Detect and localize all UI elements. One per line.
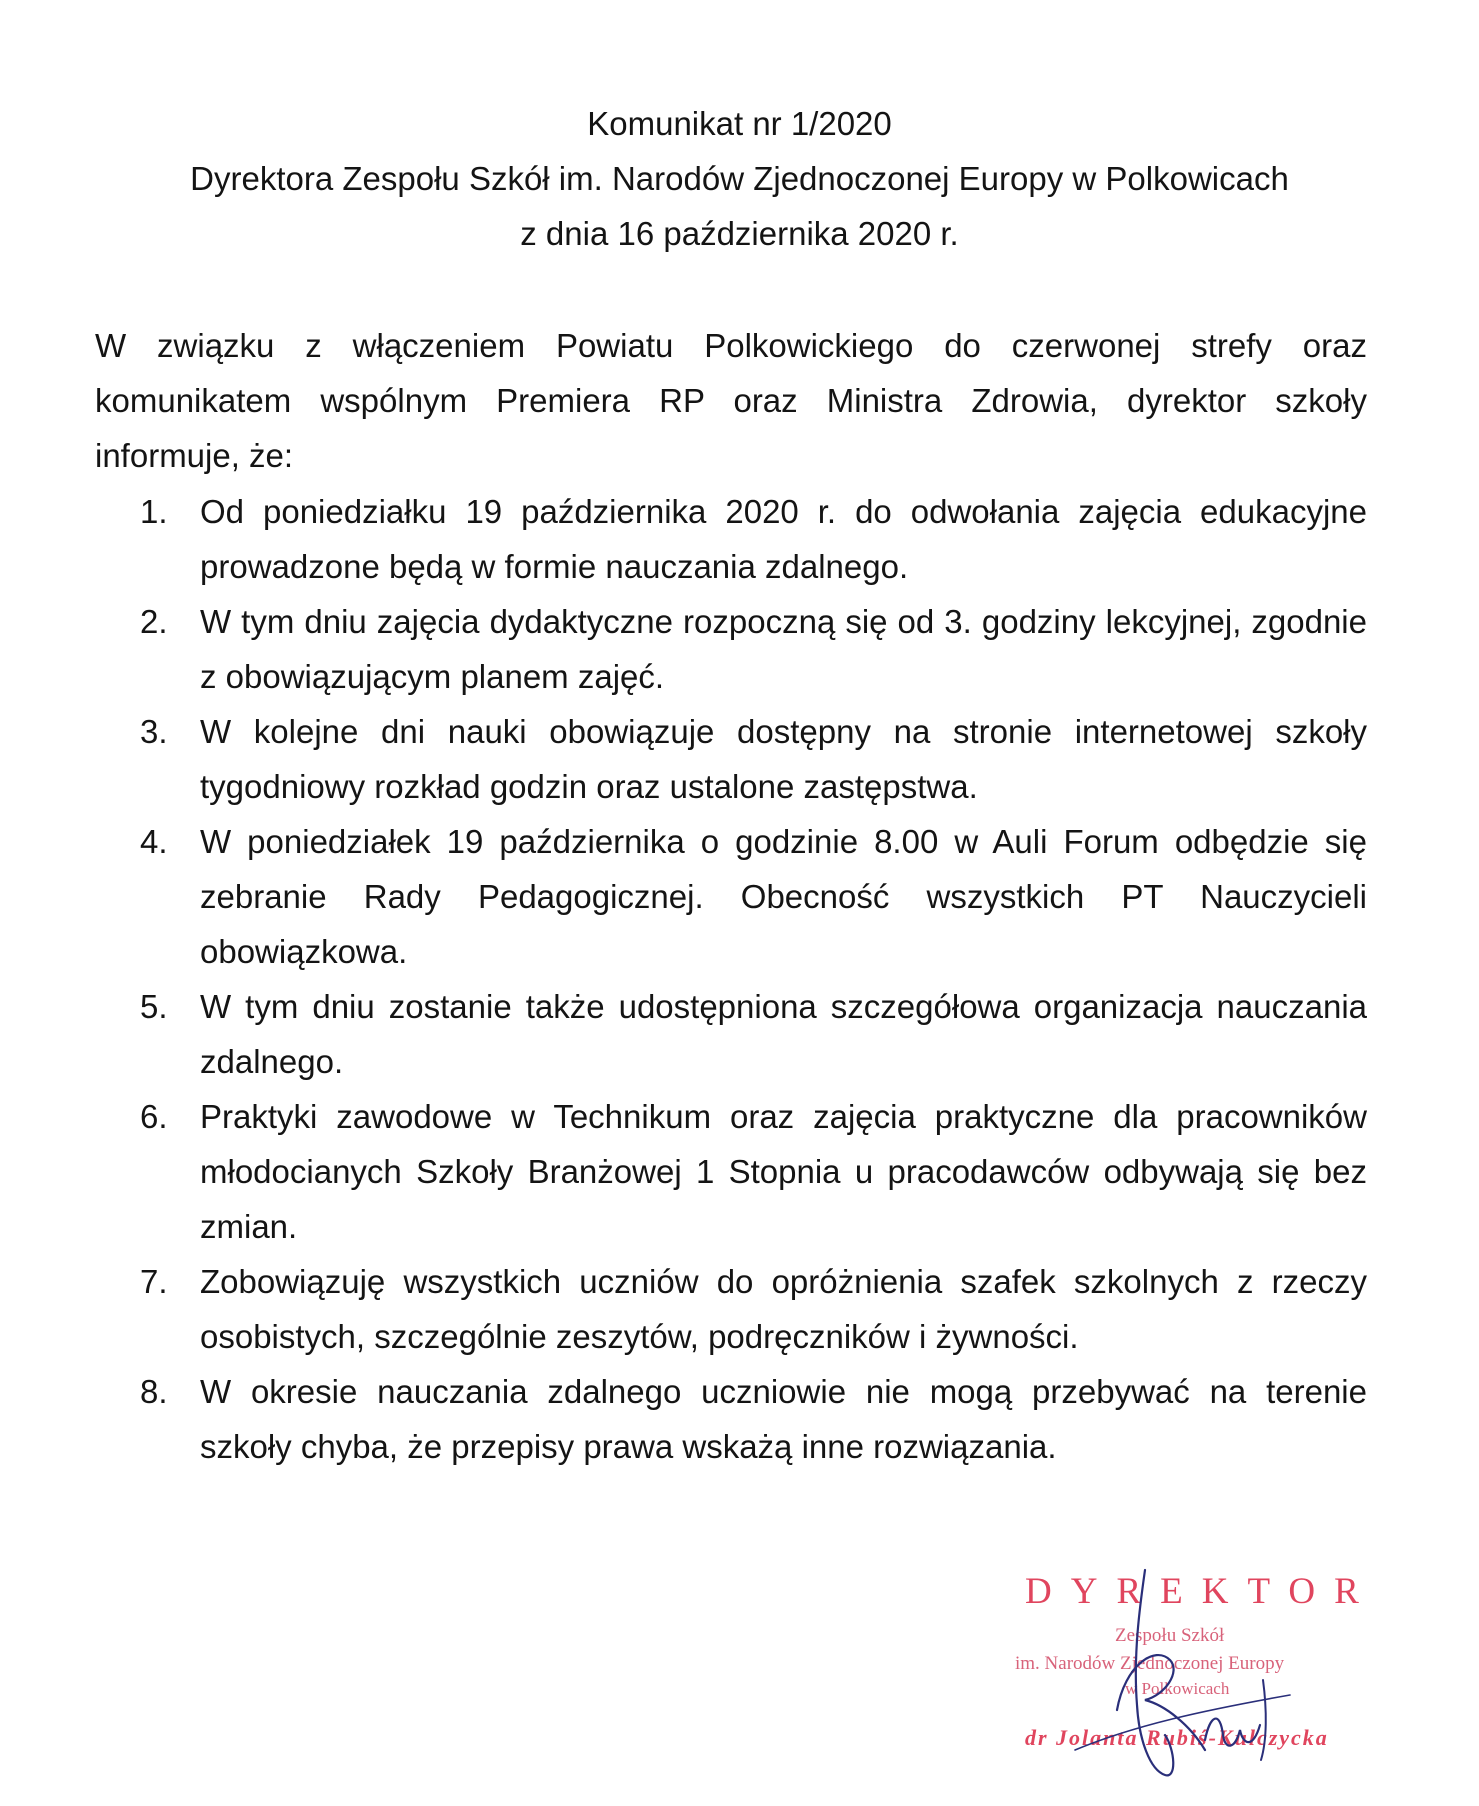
list-item-text: Od poniedziałku 19 października 2020 r. do odwołania zajęcia edukacyjne prowadzone będą w formie nauczania zdalnego. (200, 493, 1367, 585)
list-item (140, 814, 1367, 979)
list-item-text: Praktyki zawodowe w Technikum oraz zajęcia praktyczne dla pracowników młodocianych Szkoły Branżowej 1 Stopnia u pracodawców odbywają się bez zmian. (200, 1098, 1367, 1245)
director-stamp (1005, 1535, 1425, 1785)
announcement-header (0, 96, 1479, 261)
list-item (140, 1254, 1367, 1364)
list-item (140, 979, 1367, 1089)
intro-paragraph (95, 318, 1367, 483)
list-item-text: W kolejne dni nauki obowiązuje dostępny na stronie internetowej szkoły tygodniowy rozkład godzin oraz ustalone zastępstwa. (200, 713, 1367, 805)
list-item-number: 4. (140, 823, 168, 860)
announcement-title: Komunikat nr 1/2020 (587, 105, 892, 142)
list-item-number: 1. (140, 493, 168, 530)
list-item-number: 3. (140, 713, 168, 750)
list-item-number: 6. (140, 1098, 168, 1135)
list-item-text: W tym dniu zajęcia dydaktyczne rozpoczną się od 3. godziny lekcyjnej, zgodnie z obowiązującym planem zajęć. (200, 603, 1367, 695)
list-item-text: W okresie nauczania zdalnego uczniowie nie mogą przebywać na terenie szkoły chyba, że przepisy prawa wskażą inne rozwiązania. (200, 1373, 1367, 1465)
announcement-list (140, 484, 1367, 1474)
list-item (140, 704, 1367, 814)
list-item-number: 2. (140, 603, 168, 640)
signature-icon (1005, 1535, 1425, 1785)
list-item-text: W poniedziałek 19 października o godzinie 8.00 w Auli Forum odbędzie się zebranie Rady Pedagogicznej. Obecność wszystkich PT Nauczycieli obowiązkowa. (200, 823, 1367, 970)
announcement-date: z dnia 16 października 2020 r. (520, 215, 959, 252)
stamp-school-line: Zespołu Szkół (1115, 1625, 1225, 1646)
list-item-text: W tym dniu zostanie także udostępniona szczegółowa organizacja nauczania zdalnego. (200, 988, 1367, 1080)
list-item-text: Zobowiązuję wszystkich uczniów do opróżnienia szafek szkolnych z rzeczy osobistych, szczególnie zeszytów, podręczników i żywności. (200, 1263, 1367, 1355)
list-item (140, 1089, 1367, 1254)
announcement-issuer: Dyrektora Zespołu Szkół im. Narodów Zjednoczonej Europy w Polkowicach (190, 160, 1289, 197)
stamp-school-name: im. Narodów Zjednoczonej Europy (1015, 1653, 1285, 1674)
stamp-town: w Polkowicach (1125, 1679, 1230, 1698)
list-item (140, 484, 1367, 594)
stamp-title: DYREKTOR (1025, 1571, 1378, 1612)
intro-line: informuje, że: (95, 437, 294, 474)
list-item (140, 594, 1367, 704)
list-item-number: 8. (140, 1373, 168, 1410)
stamp-director-name: dr Jolanta Rubiś-Kulczycka (1025, 1725, 1329, 1750)
list-item-number: 5. (140, 988, 168, 1025)
list-item-number: 7. (140, 1263, 168, 1300)
intro-line: komunikatem wspólnym Premiera RP oraz Ministra Zdrowia, dyrektor szkoły (95, 382, 1367, 419)
list-item (140, 1364, 1367, 1474)
intro-line: W związku z włączeniem Powiatu Polkowickiego do czerwonej strefy oraz (95, 327, 1367, 364)
